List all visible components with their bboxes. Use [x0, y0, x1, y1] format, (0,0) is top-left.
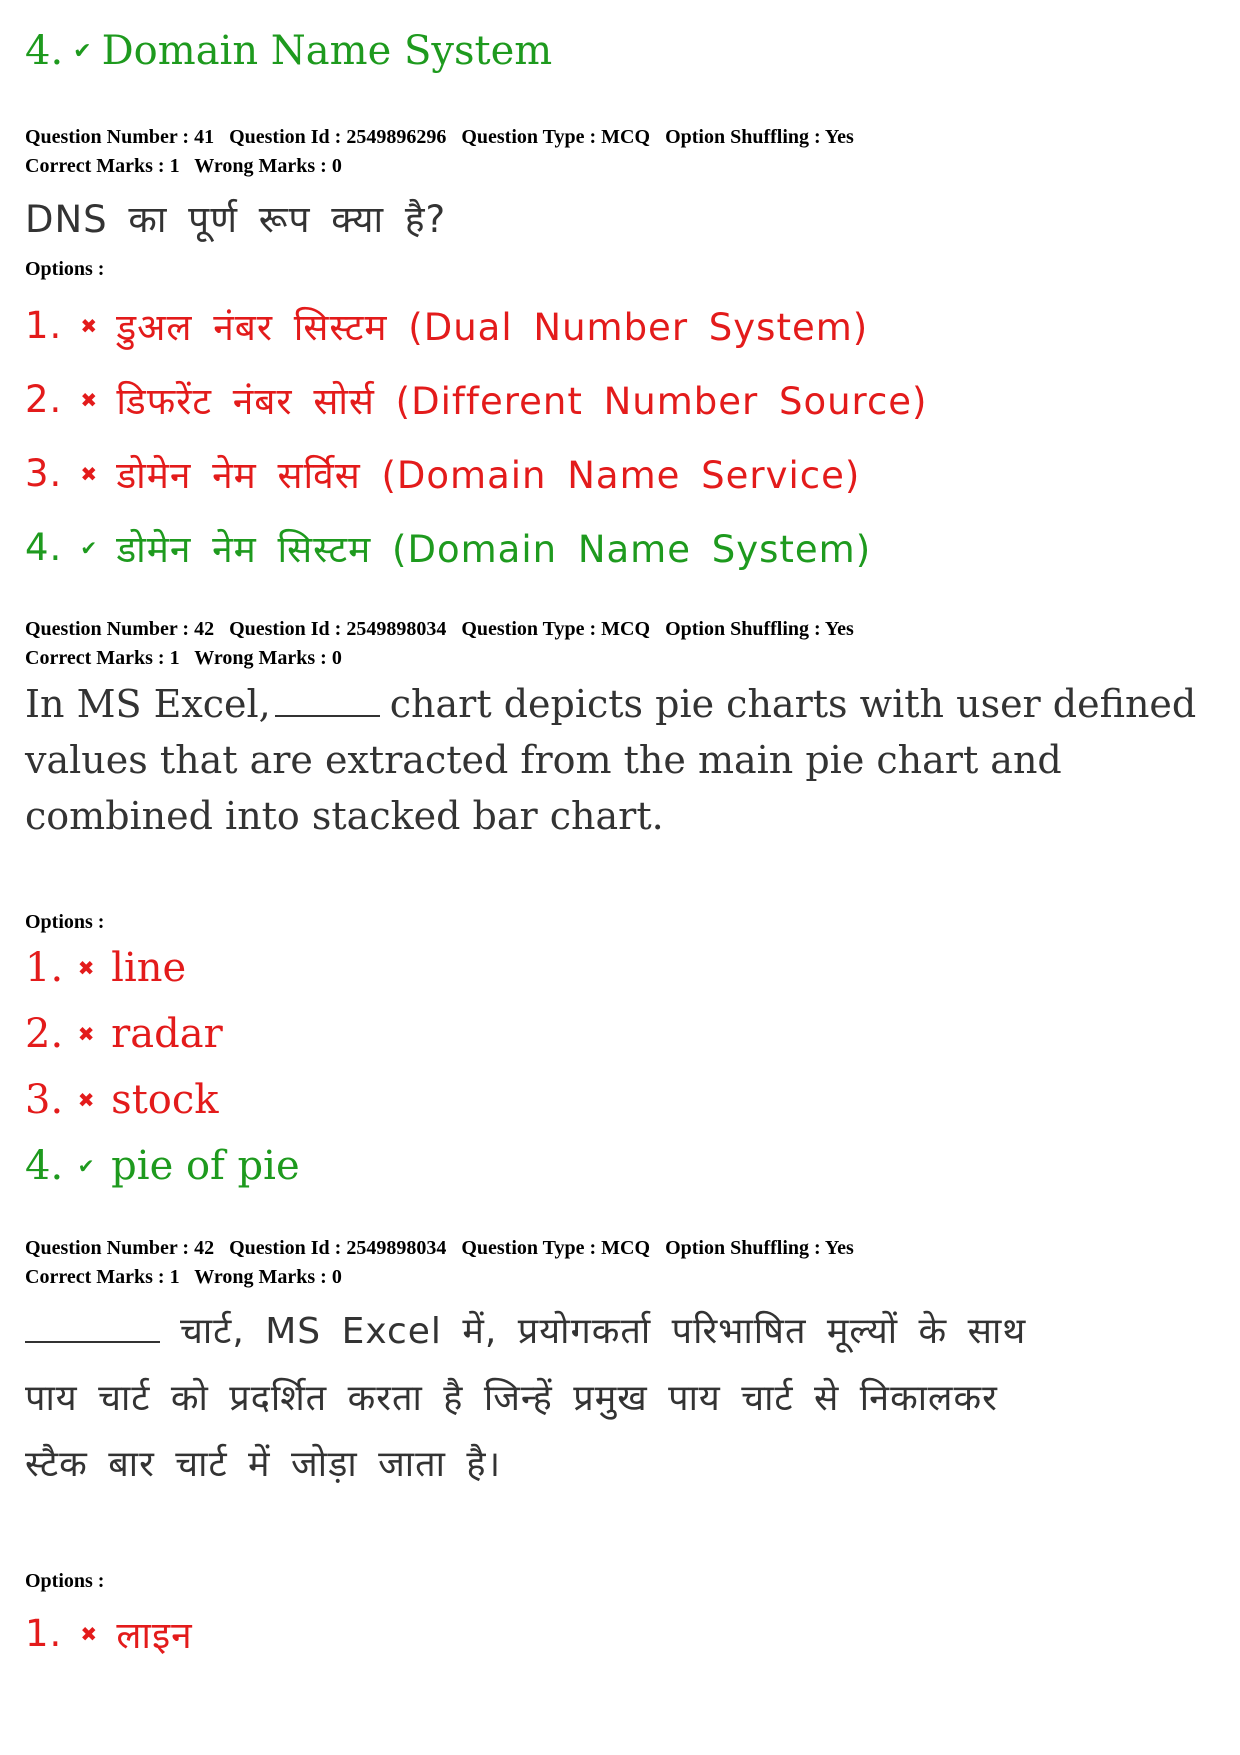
question-text-42-hindi-line1: चार्ट, MS Excel में, प्रयोगकर्ता परिभाषित मूल्यों के साथ: [25, 1305, 1026, 1354]
option-item: 3. ✖ डोमेन नेम सर्विस (Domain Name Service): [25, 452, 861, 497]
option-item-correct: 4. ✔ डोमेन नेम सिस्टम (Domain Name System): [25, 526, 872, 571]
question-marks-42-hindi: Correct Marks : 1 Wrong Marks : 0: [25, 1266, 342, 1288]
question-text-42-line3: combined into stacked bar chart.: [25, 794, 664, 838]
option-item: 1. ✖ डुअल नंबर सिस्टम (Dual Number System): [25, 304, 869, 349]
cross-icon: ✖: [77, 1022, 95, 1046]
previous-correct-option: [25, 28, 552, 74]
cross-icon: ✖: [80, 461, 99, 486]
check-icon: ✔: [80, 535, 99, 560]
answer-blank: [275, 685, 380, 717]
question-meta-42: Question Number : 42 Question Id : 2549898034 Question Type : MCQ Option Shuffling : Yes: [25, 618, 854, 640]
options-label: Options :: [25, 1570, 105, 1592]
option-item: 1. ✖ line: [25, 945, 187, 991]
question-text-42-hindi-line3: स्टैक बार चार्ट में जोड़ा जाता है।: [25, 1444, 502, 1485]
question-text-42-line2: values that are extracted from the main pie chart and: [25, 738, 1062, 782]
check-icon: ✔: [77, 1154, 95, 1178]
option-item-correct: 4. ✔ pie of pie: [25, 1143, 300, 1189]
cross-icon: ✖: [80, 313, 99, 338]
option-item: 2. ✖ डिफरेंट नंबर सोर्स (Different Number Source): [25, 378, 928, 423]
question-marks-42: Correct Marks : 1 Wrong Marks : 0: [25, 647, 342, 669]
answer-blank: [25, 1311, 160, 1343]
options-label: Options :: [25, 258, 105, 280]
question-meta-42-hindi: Question Number : 42 Question Id : 2549898034 Question Type : MCQ Option Shuffling : Yes: [25, 1237, 854, 1259]
option-text: Domain Name System: [101, 28, 553, 74]
cross-icon: ✖: [77, 1088, 95, 1112]
option-number: 4.: [25, 28, 64, 74]
check-icon: ✔: [73, 38, 92, 64]
cross-icon: ✖: [80, 387, 99, 412]
option-item: 1. ✖ लाइन: [25, 1612, 193, 1657]
question-text-42-hindi-line2: पाय चार्ट को प्रदर्शित करता है जिन्हें प्रमुख पाय चार्ट से निकालकर: [25, 1378, 998, 1419]
cross-icon: ✖: [77, 956, 95, 980]
question-meta-41: Question Number : 41 Question Id : 2549896296 Question Type : MCQ Option Shuffling : Yes: [25, 126, 854, 148]
options-label: Options :: [25, 911, 105, 933]
option-item: 2. ✖ radar: [25, 1011, 223, 1057]
cross-icon: ✖: [80, 1621, 99, 1646]
option-item: 3. ✖ stock: [25, 1077, 219, 1123]
question-text-42-line1: In MS Excel, chart depicts pie charts with user defined: [25, 682, 1197, 726]
question-marks-41: Correct Marks : 1 Wrong Marks : 0: [25, 155, 342, 177]
question-text-41: DNS का पूर्ण रूप क्या है?: [25, 198, 447, 241]
